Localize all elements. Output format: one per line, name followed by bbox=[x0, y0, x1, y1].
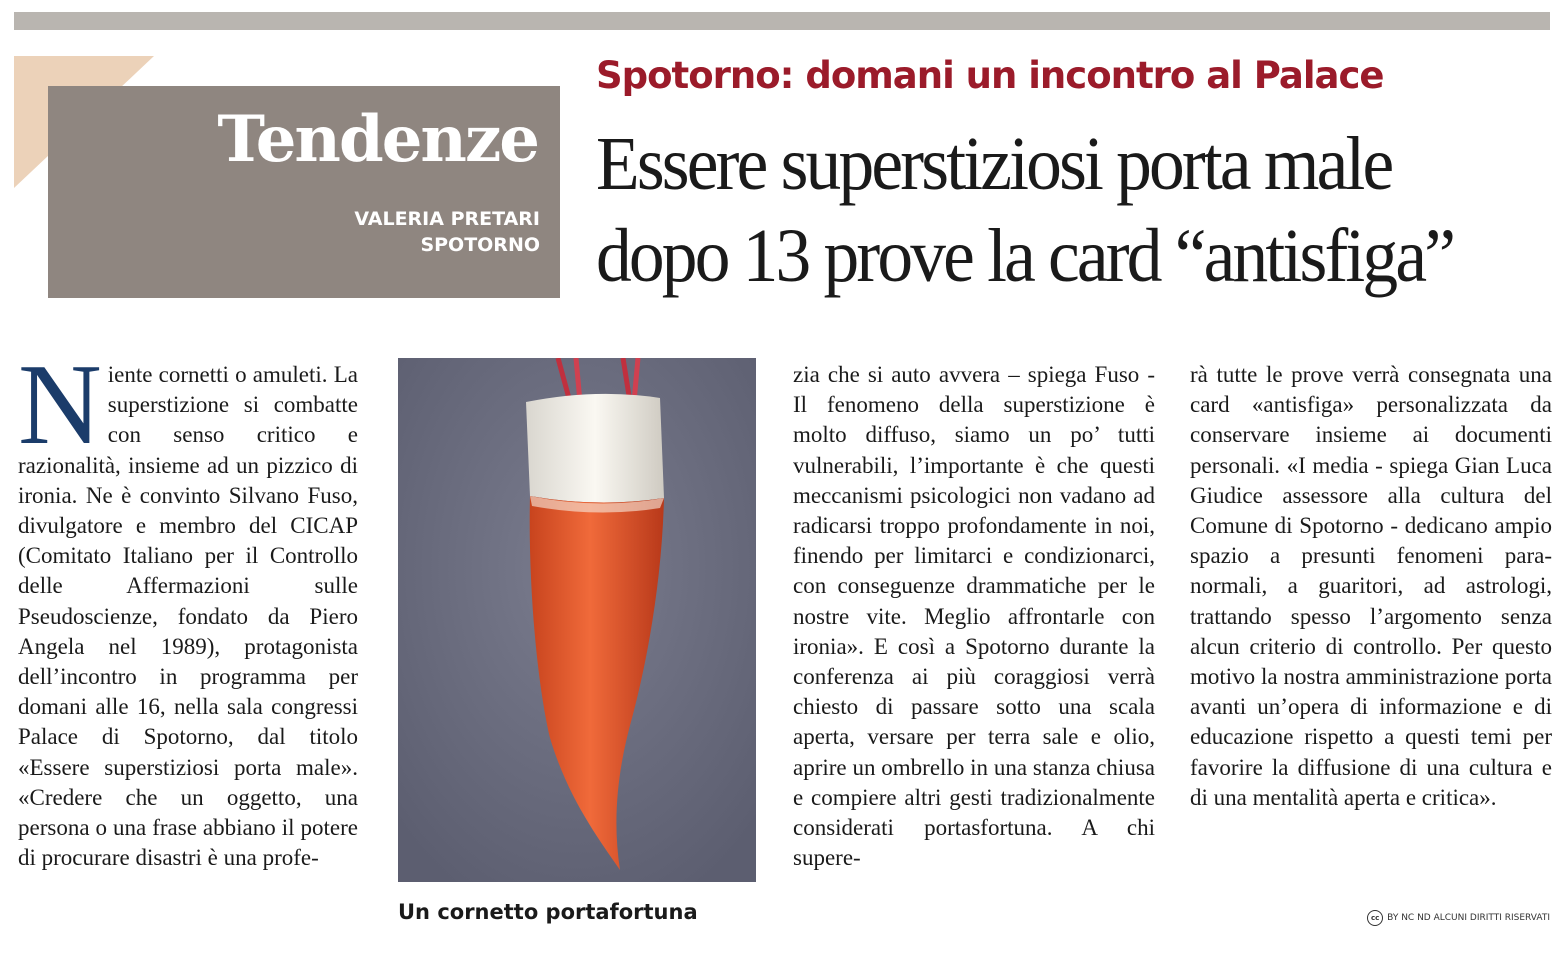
kicker: Spotorno: domani un incontro al Palace bbox=[596, 54, 1384, 97]
headline bbox=[596, 118, 1498, 302]
article-text-1: iente cornetti o amuleti. La superstizione si combatte con senso critico e razionalità, insieme ad un pizzico di ironia. Ne è convinto Silvano Fuso, divulgatore e membro del CICAP (Comitato Italiano per il Controllo delle Affermazioni sulle Pseudoscienze, fondato da Piero Angela nel 1989), protagonista dell’incontro in programma per domani alle 16, nella sala congressi Palace di Spotorno, dal titolo «Essere superstiziosi porta male». «Credere che un oggetto, una persona o una frase abbiano il potere di procurare disastri è una profe- bbox=[18, 362, 358, 871]
article-column-3: zia che si auto avvera – spiega Fuso - Il fenomeno della superstizione è molto diffuso, siamo un po’ tutti vulnerabili, l’importante è che questi meccanismi psicologici non vadano ad radicarsi troppo profondamente in noi, finendo per limitarci e condizionarci, con conseguenze drammatiche per le nostre vite. Meglio affrontarle con ironia». E così a Spotorno durante la conferenza ai più coraggiosi verrà chiesto di passare sotto una scala aperta, versare per terra sale e olio, aprire un ombrello in una stanza chiusa e compiere altri gesti tradizionalmente considerati portasfortuna. A chi supere- bbox=[793, 362, 1155, 871]
article-column-4 bbox=[1190, 360, 1552, 930]
license-text: BY NC ND ALCUNI DIRITTI RISERVATI bbox=[1387, 913, 1550, 923]
author-name: VALERIA PRETARI bbox=[354, 208, 540, 230]
license-notice bbox=[1367, 910, 1550, 926]
headline-line-2: dopo 13 prove la card “antisfiga” bbox=[596, 214, 1454, 298]
top-rule bbox=[14, 12, 1550, 30]
article-text-4: rà tutte le prove verrà consegnata una card «antisfiga» personalizzata da conservare insieme ai documenti personali. «I media - spiega Gian Luca Giudice assessore alla cultura del Comune di Spotorno - dedicano ampio spazio a presunti fenomeni paranormali, a guaritori, ad astrologi, trattando spesso l’argomento senza alcun criterio di controllo. Per questo motivo la nostra amministrazione porta avanti un’opera di informazione e di educazione rispetto a questi temi per favorire la diffusione di una cultura e di una mentalità aperta e critica». bbox=[1190, 362, 1552, 810]
section-title: Tendenze bbox=[217, 102, 538, 177]
headline-line-1: Essere superstiziosi porta male bbox=[596, 122, 1392, 206]
creative-commons-icon: cc bbox=[1367, 910, 1383, 926]
drop-cap: N bbox=[18, 360, 102, 469]
photo-cornetto bbox=[398, 358, 756, 882]
byline bbox=[354, 206, 540, 258]
article-column-1 bbox=[18, 360, 358, 930]
cornetto-illustration bbox=[398, 358, 756, 882]
section-header bbox=[48, 86, 560, 298]
photo-caption: Un cornetto portafortuna bbox=[398, 900, 698, 924]
author-location: SPOTORNO bbox=[420, 234, 540, 256]
